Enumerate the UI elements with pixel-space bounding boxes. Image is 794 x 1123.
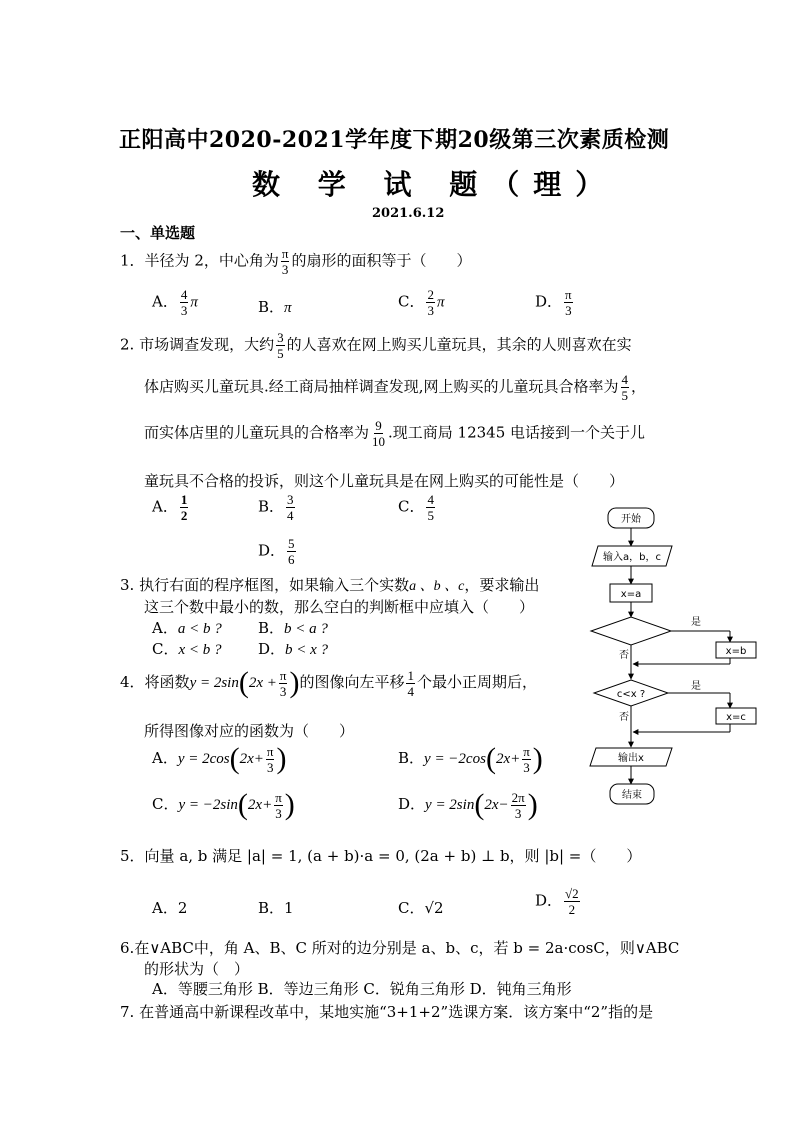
flow-yes-1-label: 是 [691, 617, 701, 628]
q3-option-b[interactable]: B．b < a ? [258, 619, 328, 637]
q4-option-a[interactable]: A．y = 2cos(2x+ $\frac{\pi}{3}$ ) [152, 742, 287, 775]
flow-end-label: 结束 [622, 790, 642, 801]
exam-title: 正阳高中2020-2021学年度下期20级第三次素质检测 [119, 127, 670, 153]
q3-option-d[interactable]: D．b < x ? [258, 640, 329, 658]
q4-option-d[interactable]: D．y = 2sin(2x− $\frac{2\pi}{3}$ ) [398, 788, 538, 821]
q2-option-b[interactable]: B． $\frac{3}{4}$ [258, 492, 294, 523]
q4-option-b[interactable]: B．y = −2cos(2x+ $\frac{\pi}{3}$ ) [398, 742, 543, 775]
question-1: 1．半径为 2，中心角为 $\frac{\pi}{3}$ 的扇形的面积等于（ ） [120, 246, 472, 277]
question-2-line-4: 童玩具不合格的投诉，则这个儿童玩具是在网上购买的可能性是（ ） [144, 472, 625, 490]
q1-option-b[interactable]: B．π [258, 298, 292, 316]
flow-assign-1-label: x=a [620, 589, 642, 600]
flow-assign-3-label: x=c [726, 712, 746, 723]
q5-option-b[interactable]: B．1 [258, 899, 294, 917]
q1-option-c[interactable]: C． $\frac{2}{3}$ π [398, 287, 445, 318]
flow-decision-1-shape [591, 617, 671, 645]
q2-option-a[interactable]: A． $\frac{1}{2}$ [152, 492, 188, 523]
exam-subtitle: 数 学 试 题（理） [252, 168, 618, 201]
question-6-line-1: 6.在∨ABC中，角 A、B、C 所对的边分别是 a、b、c，若 b = 2a·cosC，则∨ABC [120, 939, 680, 957]
q2-option-c[interactable]: C． $\frac{4}{5}$ [398, 492, 434, 523]
question-2-line-3: 而实体店里的儿童玩具的合格率为 $\frac{9}{10}$ .现工商局 12345 电话接到一个关于儿 [144, 418, 646, 449]
flow-no-1-label: 否 [619, 650, 629, 661]
question-7: 7. 在普通高中新课程改革中，某地实施“3+1+2”选课方案．该方案中“2”指的是 [120, 1003, 654, 1021]
flow-no-2-label: 否 [619, 712, 629, 723]
flow-start-label: 开始 [621, 514, 641, 525]
flow-decision-2-label: c<x ? [616, 689, 646, 700]
q3-option-a[interactable]: A．a < b ? [152, 619, 222, 637]
question-5: 5．向量 a, b 满足 |a| = 1, (a + b)·a = 0, (2a + b) ⊥ b，则 |b| =（ ） [120, 847, 642, 865]
question-4-line-1: 4．将函数y = 2sin(2x + $\frac{\pi}{3}$ )的图像向左平移 $\frac{1}{4}$ 个最小正周期后， [120, 666, 537, 699]
question-2-line-1: 2. 市场调查发现，大约 $\frac{3}{5}$ 的人喜欢在网上购买儿童玩具，其余的人则喜欢在实 [120, 330, 632, 361]
question-6-line-2: 的形状为（ ） [144, 960, 250, 978]
program-flowchart [580, 500, 780, 820]
q3-option-c[interactable]: C．x < b ? [152, 640, 222, 658]
q6-options[interactable]: A．等腰三角形 B．等边三角形 C．锐角三角形 D．钝角三角形 [152, 980, 572, 998]
q5-option-a[interactable]: A．2 [152, 899, 188, 917]
q1-option-a[interactable]: A． $\frac{4}{3}$ π [152, 287, 198, 318]
question-2-line-2: 体店购买儿童玩具.经工商局抽样调查发现,网上购买的儿童玩具合格率为 $\frac{4}{5}$ ， [144, 372, 647, 403]
section-heading: 一、单选题 [120, 224, 196, 242]
flow-input-label: 输入a，b，c [603, 552, 661, 563]
flow-output-label: 输出x [618, 753, 644, 764]
question-4-line-2: 所得图像对应的函数为（ ） [144, 722, 355, 740]
q5-option-c[interactable]: C．√2 [398, 899, 444, 917]
question-3-line-2: 这三个数中最小的数，那么空白的判断框中应填入（ ） [144, 598, 535, 616]
question-3-line-1: 3. 执行右面的程序框图，如果输入三个实数a 、b 、c，要求输出 [120, 576, 540, 594]
q2-option-d[interactable]: D． $\frac{5}{6}$ [258, 536, 295, 567]
q5-option-d[interactable]: D． $\frac{√2}{2}$ [535, 886, 579, 917]
q1-option-d[interactable]: D． $\frac{\pi}{3}$ [535, 287, 572, 318]
q4-option-c[interactable]: C．y = −2sin(2x+ $\frac{\pi}{3}$ ) [152, 788, 295, 821]
flow-yes-2-label: 是 [691, 681, 701, 692]
flow-assign-2-label: x=b [725, 646, 747, 657]
exam-date: 2021.6.12 [372, 206, 445, 221]
